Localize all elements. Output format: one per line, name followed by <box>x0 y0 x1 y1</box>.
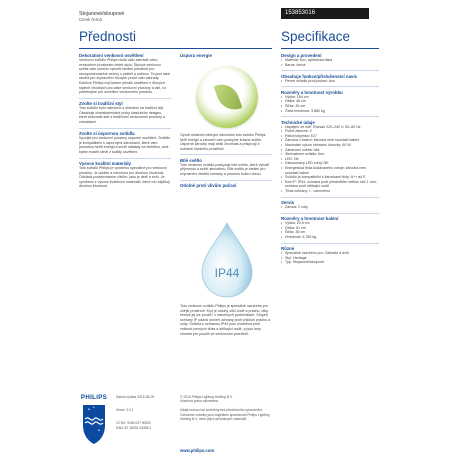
section-divider <box>79 158 171 159</box>
spec-item: • Maximální výkon náhradní žárovky: 60 W <box>281 143 379 148</box>
spec-section <box>281 200 379 210</box>
copyright: © 2016 Philips Lighting Holding B.V. <box>180 395 233 399</box>
feature-heading: Bílé světlo <box>180 157 202 163</box>
spec-heading: Obsahuje funkce/příslušenství navíc <box>281 73 358 79</box>
spec-item: • Energetická třída dodávaného zdroje: žárovka není součástí balení <box>281 166 379 175</box>
spec-item: • Délka: 81 cm <box>281 226 379 231</box>
feature-heading: Vysoce kvalitní materiály <box>79 161 132 166</box>
specifications-title: Specifikace <box>281 29 351 44</box>
spec-section <box>281 90 379 113</box>
product-code-badge: 153853016 <box>281 8 369 19</box>
feature-block <box>180 133 272 188</box>
spec-heading: Technické údaje <box>281 119 315 125</box>
spec-item: • Napájení ze sítě: Rozsah 220–240 V, 50–60 Hz <box>281 125 379 130</box>
feature-heading: Dekorativní venkovní osvětlení <box>79 53 144 58</box>
section-divider <box>79 98 171 99</box>
spec-item: • Záruka: 2 roky <box>281 205 379 210</box>
spec-item: • Žárovka v balení: žárovka není součástí balení <box>281 138 379 143</box>
spec-item: • Šířka: 45 cm <box>281 104 379 109</box>
feature-heading: Úspora energie <box>180 53 212 58</box>
section-divider <box>281 86 379 87</box>
product-category: Stojanové/sloupové <box>79 11 125 17</box>
philips-logo <box>79 393 109 449</box>
feature-text: Toto venkovní svítidlo Philips je speciálně navrženo pro vnější prostředí. Kryt je odolný vůči vodě a prachu, díky čemuž jej lze použít i v náročných podmínkách. Stupeň ochrany IP udává úroveň ochrany proti vniknutí prachu a vody. Svítidla s ochranou IP44 jsou chráněna proti vniknutí pevných těles a stříkající vodě, a jsou tedy vhodná pro použití ve venkovním prostředí. <box>180 304 271 336</box>
issue-date: Datum vydání 2016-08-09 <box>116 395 155 399</box>
section-divider <box>180 180 272 181</box>
feature-text: Venkovní svítidlo Philips dodá Vaší zahradě nebo venkovním prostorám dotek stylu. Stylová venkovní světla vám umožní vytvořit ideální prostředí pro nezapomenutelné večery s přáteli a rodinou. Ta jsou také skvělá pro zvýraznění různých prvků vaší zahrady. Kolekce Philips myGarden přináší osvětlení v různých stylech vhodných pro vaše venkovní prostory a vše, co potřebujete pro osvětlení venkovního prostoru. <box>79 58 170 95</box>
highlights-title: Přednosti <box>79 29 137 44</box>
spec-section <box>281 74 379 84</box>
spec-item: • Zabarvení světla: bílá <box>281 148 379 153</box>
spec-heading: Servis <box>281 200 295 206</box>
feature-column-2 <box>180 53 272 58</box>
feature-text: Toto svítidlo bylo navrženo s ohledem na tradiční styl. Obsahuje charakteristické prvky klasického designu, které dokonale ladí s tradičními venkovními prostory a zahradami. <box>79 106 165 125</box>
title-divider <box>79 48 272 49</box>
spec-item: • Materiál: Kov, syntetická látka <box>281 58 379 63</box>
spec-item: • Výška: 184 cm <box>281 95 379 100</box>
spec-item: • Šířka: 35 cm <box>281 230 379 235</box>
spec-heading: Rozměry a hmotnost balení <box>281 216 339 222</box>
spec-item: • Barva: černá <box>281 63 379 68</box>
section-divider <box>281 70 379 71</box>
rights: Všechna práva vyhrazena. <box>180 399 220 404</box>
feature-text: Oproti ostatním běžným žárovkám toto svítidlo Philips šetří energii a zároveň vám poskytne krásné světlo. Úsporné žárovky mají delší životnost a přispívají k ochraně životního prostředí. <box>180 133 266 151</box>
spec-item: • Výška: 29,5 cm <box>281 221 379 226</box>
spec-item: • Typ: Stojanové/sloupové <box>281 260 379 265</box>
philips-website-link[interactable]: www.philips.com <box>180 448 215 453</box>
spec-section <box>281 246 379 265</box>
spec-item: • Kód IP: IP44, ochrana proti předmětům větším než 1 mm, ochrana proti stříkající vodě <box>281 180 379 189</box>
product-color: Creek černá <box>79 17 102 22</box>
spec-item: • Speciálně navrženo pro: Zahrada a dvůr <box>281 251 379 256</box>
spec-heading: Design a provedení <box>281 53 322 58</box>
feature-heading: Odolné proti vlivům počasí <box>180 183 237 189</box>
spec-section <box>281 120 379 194</box>
feature-text: Toto venkovní svítidlo poskytuje bílé světlo, které vytváří příjemnou a svěží atmosféru. Bílé světlo je ideální pro zvýraznění detailů zahrady a prostoru kolem domu. <box>180 162 270 177</box>
nc-code: 12 NC: 9150 027 90902 <box>116 421 152 426</box>
brand-wordmark: PHILIPS <box>80 394 108 401</box>
spec-heading: Různé <box>281 246 295 252</box>
feature-heading: Zvolte si tradiční styl <box>79 101 123 107</box>
spec-item: • Hmotnost: 5,780 kg <box>281 235 379 240</box>
spec-column <box>281 53 379 265</box>
title-divider <box>281 48 379 49</box>
spec-item: • Svítidlo je kompatibilní s žárovkami třídy: A++ až E <box>281 175 379 180</box>
spec-section <box>281 216 379 239</box>
feature-block <box>180 304 272 336</box>
spec-item: • LED: Ne <box>281 157 379 162</box>
feature-text: Využijte pro venkovní prostory úsporné osvětlení. Svítidlo je kompatibilní s úspornými žárovkami, které vám pomohou šetřit energii a snížit náklady na elektřinu, aniž byste museli slevit z kvality osvětlení. <box>79 136 171 154</box>
section-divider <box>281 197 379 198</box>
spec-item: • Čistá hmotnost: 3,880 kg <box>281 109 379 114</box>
spec-item: • Patice/objímka: E27 <box>281 134 379 139</box>
section-divider <box>281 116 379 117</box>
feature-block <box>79 53 171 95</box>
spec-item: • Zabudovaný LED zdroj: NE <box>281 161 379 166</box>
section-divider <box>180 154 272 155</box>
ean-code: EAN: 87 18291 44358 2 <box>116 425 152 430</box>
footer-legal <box>180 395 276 421</box>
feature-column-1 <box>79 53 171 189</box>
disclaimer: Údaje mohou být změněny bez předchozího upozornění. Ochranné známky jsou majetkem společnosti Philips Lighting Holding B.V. nebo jejich příslušných vlastníků. <box>180 408 270 421</box>
feature-heading: Zvolte si úspornou svítidla <box>79 131 135 137</box>
section-divider <box>79 128 171 129</box>
section-divider <box>281 243 379 244</box>
footer-issue-info <box>116 395 176 430</box>
feature-block <box>79 101 171 124</box>
spec-item: • Třída ochrany: I - uzemněno <box>281 189 379 194</box>
spec-item: • Počet žárovek: 2 <box>281 129 379 134</box>
spec-item: • Pevné svítidlo proti počasí: Ano <box>281 79 379 84</box>
section-divider <box>281 213 379 214</box>
spec-item: • Délka: 48 cm <box>281 99 379 104</box>
feature-block <box>79 131 171 154</box>
spec-item: • Styl: Heritage <box>281 256 379 261</box>
water-drop-ip44-icon <box>198 220 256 300</box>
spec-item: • Stmívatelné svítidlo: Ano <box>281 152 379 157</box>
feature-text: Toto svítidlo Philips je vyrobeno speciálně pro venkovní prostory. Je odolné a navrženo pro dlouhou životnost. Odolává povětrnostním vlivům, jako je déšť a sníh. Je vyrobeno z vysoce kvalitních materiálů, které mu zajišťují dlouhou životnost. <box>79 166 170 189</box>
spec-heading: Rozměry a hmotnost výrobku <box>281 89 343 95</box>
version: Verze: 3.0.1 <box>116 408 134 413</box>
feature-block <box>79 161 171 189</box>
spec-section <box>281 53 379 67</box>
ip-rating-label: IP44 <box>214 266 240 280</box>
